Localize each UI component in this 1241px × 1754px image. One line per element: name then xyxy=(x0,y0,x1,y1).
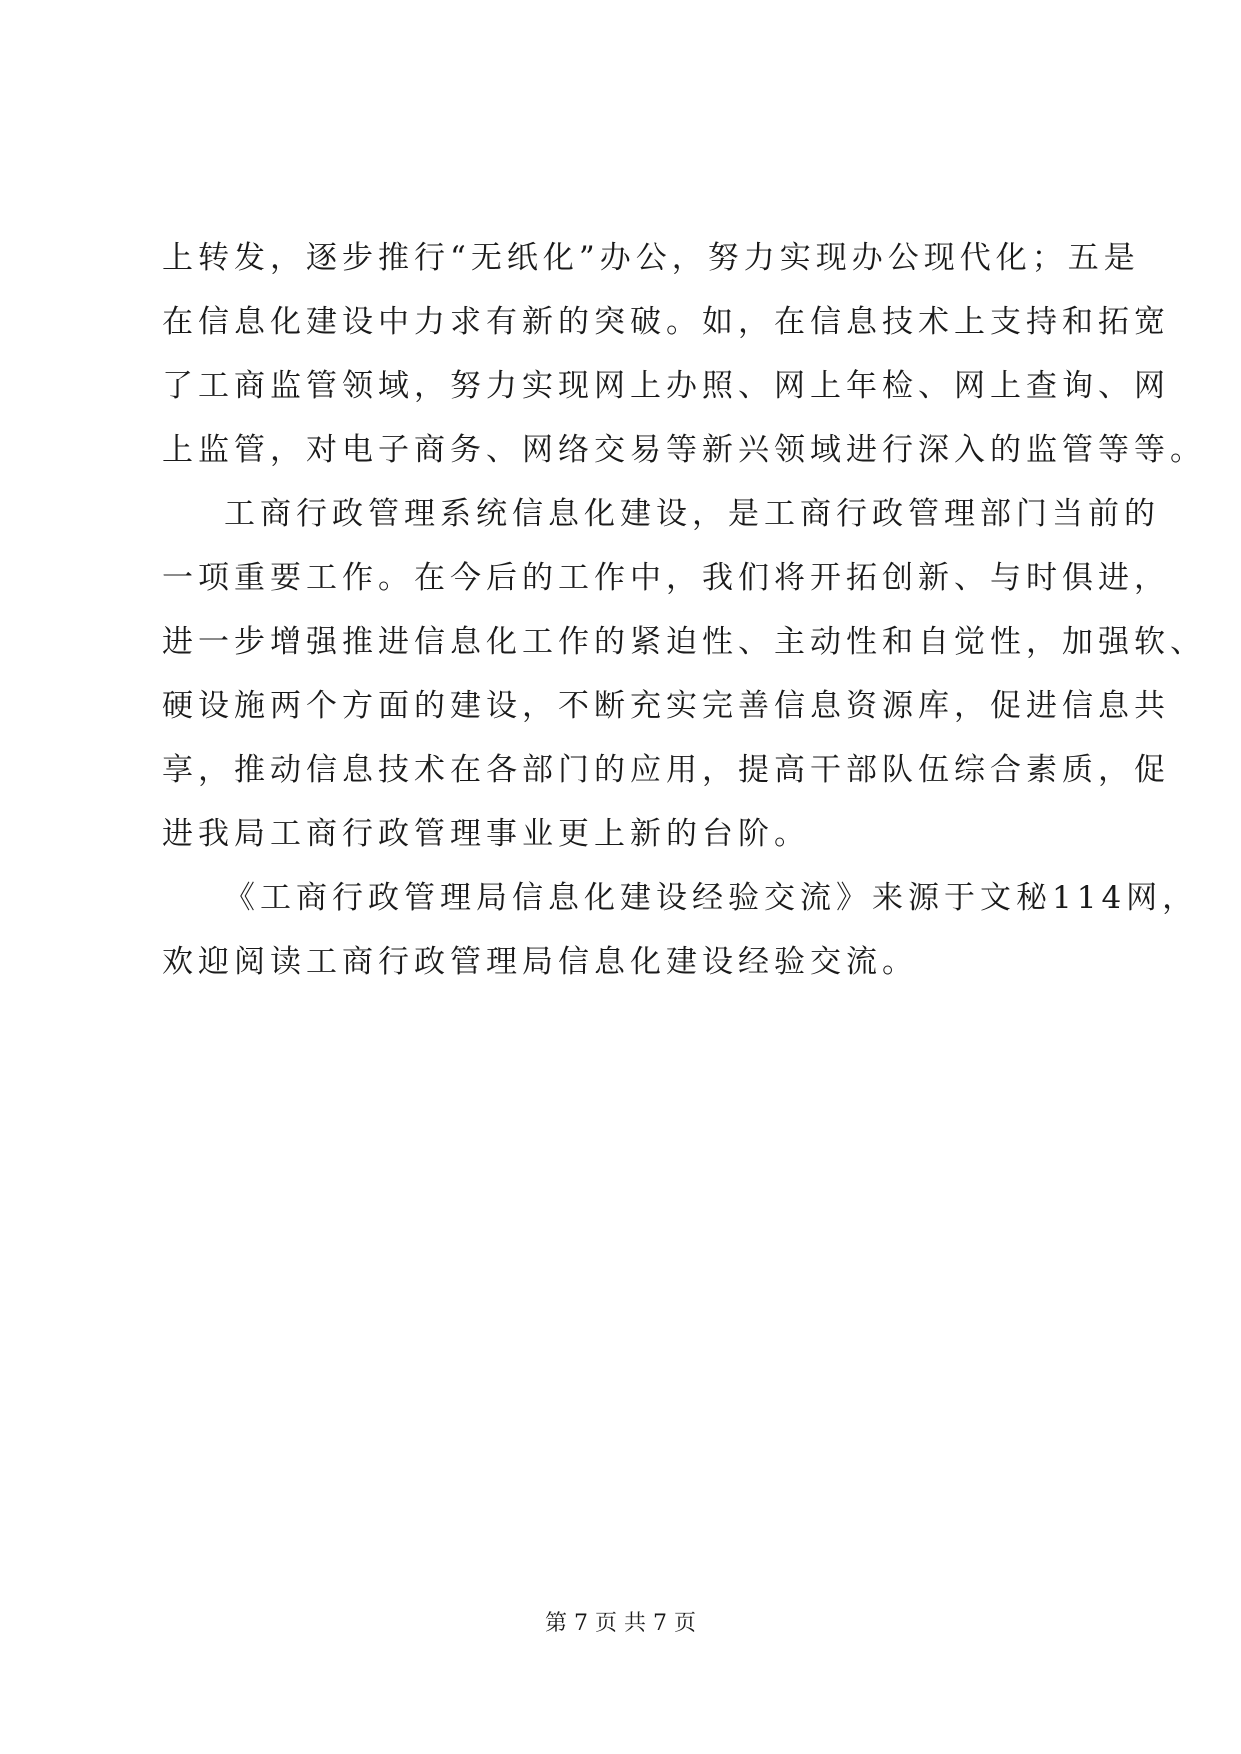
paragraph-line: 进一步增强推进信息化工作的紧迫性、主动性和自觉性，加强软、 xyxy=(162,624,1206,660)
paragraph-line: 进我局工商行政管理事业更上新的台阶。 xyxy=(162,816,810,852)
paragraph-line: 一项重要工作。在今后的工作中，我们将开拓创新、与时俱进， xyxy=(162,560,1170,596)
paragraph-line: 了工商监管领域，努力实现网上办照、网上年检、网上查询、网 xyxy=(162,368,1170,404)
paragraph-line: 欢迎阅读工商行政管理局信息化建设经验交流。 xyxy=(162,944,918,980)
paragraph-line: 工商行政管理系统信息化建设，是工商行政管理部门当前的 xyxy=(224,496,1160,532)
paragraph-line: 硬设施两个方面的建设，不断充实完善信息资源库，促进信息共 xyxy=(162,688,1170,724)
paragraph-line: 上转发，逐步推行“无纸化”办公，努力实现办公现代化；五是 xyxy=(162,240,1140,276)
paragraph-line: 上监管，对电子商务、网络交易等新兴领域进行深入的监管等等。 xyxy=(162,432,1206,468)
paragraph-line: 《工商行政管理局信息化建设经验交流》来源于文秘114网， xyxy=(224,880,1199,916)
page-number-footer: 第 7 页 共 7 页 xyxy=(545,1611,696,1636)
paragraph-line: 享，推动信息技术在各部门的应用，提高干部队伍综合素质，促 xyxy=(162,752,1170,788)
paragraph-line: 在信息化建设中力求有新的突破。如，在信息技术上支持和拓宽 xyxy=(162,304,1170,340)
document-body xyxy=(162,226,1206,994)
